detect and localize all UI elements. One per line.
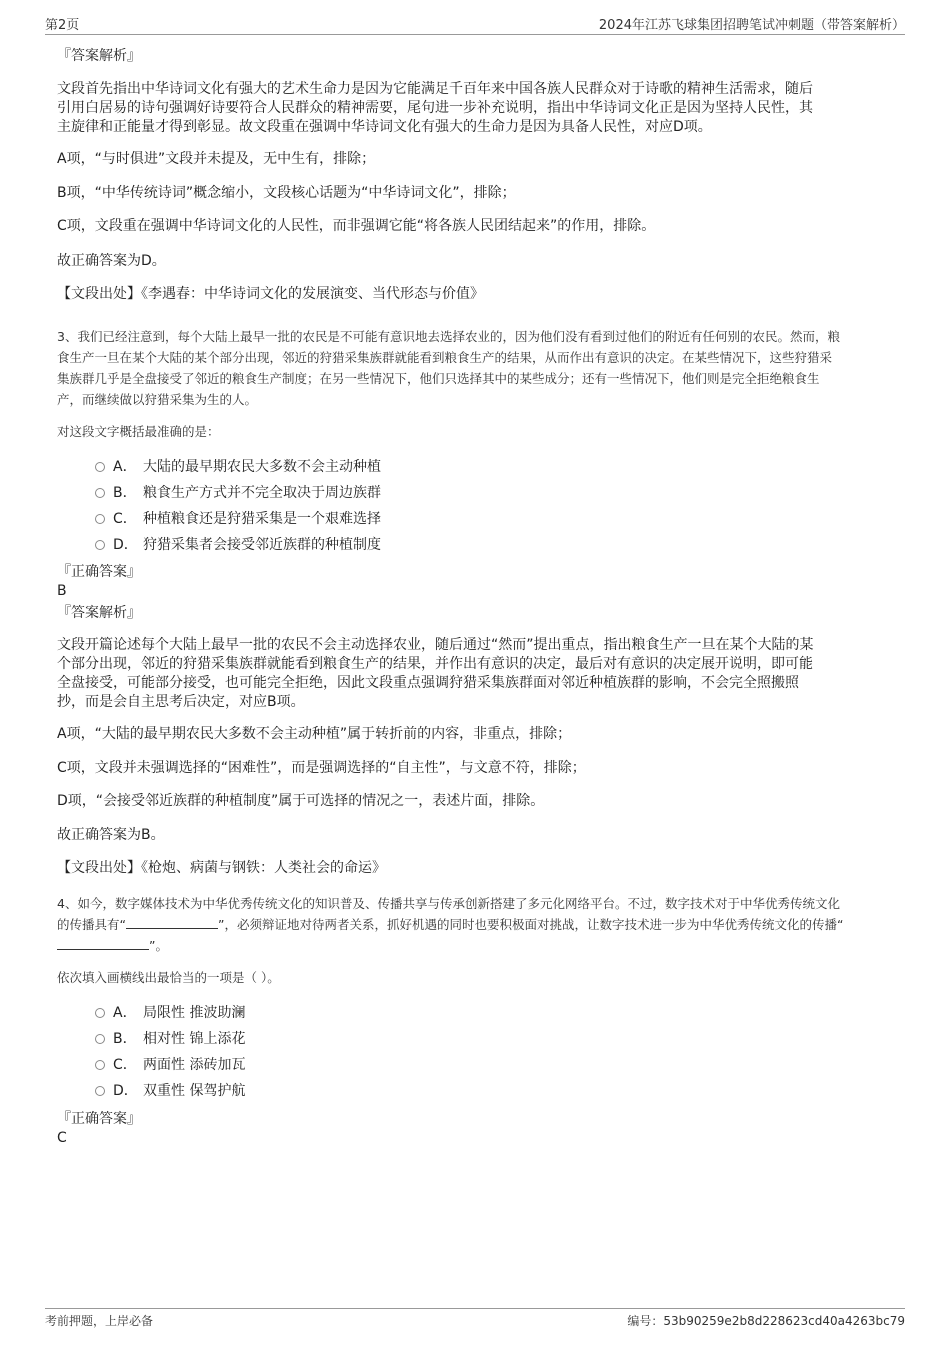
q4-stem-line: ”。 [57, 935, 907, 956]
q2-analysis-line: 主旋律和正能量才得到彰显。故文段重在强调中华诗词文化有强大的生命力是因为具备人民性，对应D项。 [57, 119, 712, 135]
q3-answer: B [57, 583, 67, 599]
q3-option-d[interactable]: D． 狩猎采集者会接受邻近族群的种植制度 [95, 535, 381, 555]
q3-option-c-analysis: C项，文段并未强调选择的“困难性”，而是强调选择的“自主性”，与文意不符，排除； [57, 760, 586, 776]
document-title: 2024年江苏飞球集团招聘笔试冲刺题（带答案解析） [598, 18, 905, 33]
q2-analysis-line: 文段首先指出中华诗词文化有强大的艺术生命力是因为它能满足千百年来中国各族人民群众对于诗歌的精神生活需求，随后 [57, 81, 813, 97]
q2-option-c-analysis: C项，文段重在强调中华诗词文化的人民性，而非强调它能“将各族人民团结起来”的作用，排除。 [57, 218, 656, 234]
page-header [45, 14, 905, 35]
q3-source: 【文段出处】《枪炮、病菌与钢铁：人类社会的命运》 [57, 860, 386, 876]
q3-option-a-analysis: A项，“大陆的最早期农民大多数不会主动种植”属于转折前的内容，非重点，排除； [57, 726, 572, 742]
q3-stem-line: 产，而继续做以狩猎采集为生的人。 [57, 392, 258, 407]
radio-icon[interactable] [95, 462, 105, 472]
q4-option-b[interactable]: B． 相对性 锦上添花 [95, 1029, 245, 1049]
q4-stem-line: 4、如今，数字媒体技术为中华优秀传统文化的知识普及、传播共享与传承创新搭建了多元化网络平台。不过，数字技术对于中华优秀传统文化 [57, 896, 840, 911]
q3-option-d-analysis: D项，“会接受邻近族群的种植制度”属于可选择的情况之一，表述片面，排除。 [57, 793, 545, 809]
q4-option-d[interactable]: D． 双重性 保驾护航 [95, 1081, 245, 1101]
q2-conclusion: 故正确答案为D。 [57, 253, 166, 269]
q4-answer: C [57, 1130, 67, 1146]
q2-analysis-line: 引用白居易的诗句强调好诗要符合人民群众的精神需要，尾句进一步补充说明，指出中华诗词文化正是因为坚持人民性，其 [57, 100, 813, 116]
q3-option-a[interactable]: A． 大陆的最早期农民大多数不会主动种植 [95, 457, 381, 477]
q3-analysis [57, 636, 907, 712]
q3-analysis-line: 全盘接受，可能部分接受，也可能完全拒绝，因此文段重点强调狩猎采集族群面对邻近种植族群的影响，不会完全照搬照 [57, 675, 799, 691]
q3-stem-line: 食生产一旦在某个大陆的某个部分出现，邻近的狩猎采集族群就能看到粮食生产的结果，从而作出有意识的决定。在某些情况下，这些狩猎采 [57, 350, 833, 365]
q3-analysis-line: 文段开篇论述每个大陆上最早一批的农民不会主动选择农业，随后通过“然而”提出重点，指出粮食生产一旦在某个大陆的某 [57, 637, 814, 653]
q4-stem-line: 的传播具有“ ”，必须辩证地对待两者关系，抓好机遇的同时也要积极面对挑战，让数字技术进一步为中华优秀传统文化的传播“ [57, 917, 844, 932]
q2-option-a-analysis: A项，“与时俱进”文段并未提及，无中生有，排除； [57, 151, 376, 167]
q2-analysis [57, 80, 907, 137]
radio-icon[interactable] [95, 488, 105, 498]
q4-option-a[interactable]: A． 局限性 推波助澜 [95, 1003, 245, 1023]
radio-icon[interactable] [95, 514, 105, 524]
radio-icon[interactable] [95, 540, 105, 550]
q3-option-b[interactable]: B． 粮食生产方式并不完全取决于周边族群 [95, 483, 381, 503]
footer-slogan: 考前押题，上岸必备 [45, 1314, 154, 1328]
q3-analysis-line: 抄，而是会自主思考后决定，对应B项。 [57, 694, 305, 710]
fill-blank-1[interactable] [126, 916, 218, 929]
q2-option-b-analysis: B项，“中华传统诗词”概念缩小，文段核心话题为“中华诗词文化”，排除； [57, 185, 516, 201]
q3-analysis-line: 个部分出现，邻近的狩猎采集族群就能看到粮食生产的结果，并作出有意识的决定，最后对有意识的决定展开说明，即可能 [57, 656, 813, 672]
page-number: 第2页 [45, 18, 80, 33]
radio-icon[interactable] [95, 1034, 105, 1044]
q2-source: 【文段出处】《李遇春：中华诗词文化的发展演变、当代形态与价值》 [57, 286, 484, 302]
radio-icon[interactable] [95, 1086, 105, 1096]
q2-analysis-label: 『答案解析』 [57, 48, 141, 64]
q3-stem [57, 326, 907, 410]
q4-prompt: 依次填入画横线出最恰当的一项是（ ）。 [57, 970, 280, 985]
radio-icon[interactable] [95, 1060, 105, 1070]
q3-stem-line: 集族群几乎是全盘接受了邻近的粮食生产制度；在另一些情况下，他们只选择其中的某些成分；还有一些情况下，他们则是完全拒绝粮食生 [57, 371, 820, 386]
document-code: 编号：53b90259e2b8d228623cd40a4263bc79 [627, 1314, 905, 1328]
q3-option-c[interactable]: C． 种植粮食还是狩猎采集是一个艰难选择 [95, 509, 381, 529]
q3-analysis-label: 『答案解析』 [57, 605, 141, 621]
fill-blank-2[interactable] [57, 937, 149, 950]
q3-conclusion: 故正确答案为B。 [57, 827, 165, 843]
q3-answer-label: 『正确答案』 [57, 564, 141, 580]
q3-stem-line: 3、我们已经注意到，每个大陆上最早一批的农民是不可能有意识地去选择农业的，因为他们没有看到过他们的附近有任何别的农民。然而，粮 [57, 329, 840, 344]
radio-icon[interactable] [95, 1008, 105, 1018]
q3-prompt: 对这段文字概括最准确的是： [57, 424, 220, 439]
q4-answer-label: 『正确答案』 [57, 1111, 141, 1127]
page-footer [45, 1308, 905, 1329]
q4-option-c[interactable]: C． 两面性 添砖加瓦 [95, 1055, 245, 1075]
q4-stem [57, 893, 907, 956]
